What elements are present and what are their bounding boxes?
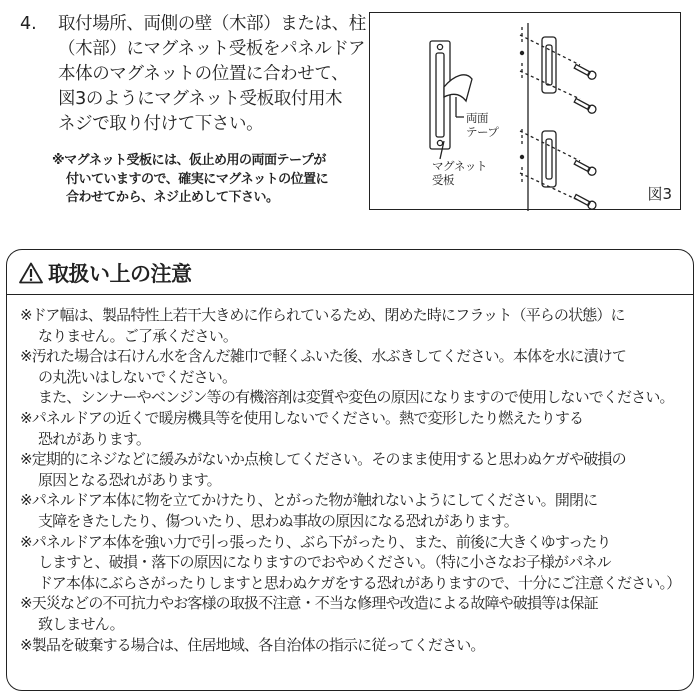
figure-3 bbox=[369, 12, 681, 210]
note-line: 支障をきたしたり、傷ついたり、思わぬ事故の原因になる恐れがあります。 bbox=[38, 511, 518, 530]
caution-note bbox=[20, 593, 690, 634]
step-number: 4. bbox=[20, 14, 37, 34]
step-text-line: ネジで取り付けて下さい。 bbox=[58, 114, 264, 134]
caution-note bbox=[20, 635, 690, 656]
figure-3-illustration bbox=[370, 13, 682, 211]
note-line: ※ドア幅は、製品特性上若干大きめに作られているため、閉めた時にフラット（平らの状態）に bbox=[20, 306, 625, 324]
step-text-line: 図3のようにマグネット受板取付用木 bbox=[58, 89, 343, 109]
caution-header bbox=[19, 258, 192, 288]
caution-box bbox=[6, 249, 694, 691]
note-line: 原因となる恐れがあります。 bbox=[38, 470, 221, 489]
caution-divider bbox=[7, 294, 693, 295]
plate-label-line2: 受板 bbox=[432, 173, 454, 187]
step-text-line: （木部）にマグネット受板をパネルドア bbox=[58, 39, 366, 59]
tape-label-line1: 両面 bbox=[466, 111, 488, 125]
note-line: 恐れがあります。 bbox=[38, 429, 151, 448]
note-line: ※パネルドアの近くで暖房機具等を使用しないでください。熱で変形したり燃えたりする bbox=[20, 408, 584, 427]
note-line: ※パネルドア本体に物を立てかけたり、とがった物が触れないようにしてください。開閉に bbox=[20, 491, 598, 510]
note-line: 致しません。 bbox=[38, 614, 124, 633]
note-line: ドア本体にぶらさがったりしますと思わぬケガをする恐れがありますので、十分にご注意ください。） bbox=[38, 573, 681, 592]
caution-notes bbox=[20, 305, 690, 655]
caution-note bbox=[20, 408, 690, 449]
step-note-line: 付いていますので、確実にマグネットの位置に bbox=[66, 171, 329, 187]
note-line: なりません。ご了承ください。 bbox=[38, 326, 238, 345]
caution-note bbox=[20, 346, 690, 408]
note-line: ※定期的にネジなどに緩みがないか点検してください。そのまま使用すると思わぬケガや破損の bbox=[20, 450, 626, 469]
caution-title: 取扱い上の注意 bbox=[48, 262, 192, 286]
warning-triangle-icon bbox=[19, 262, 43, 284]
note-line: しますと、破損・落下の原因になりますのでおやめください。（特に小さなお子様がパネル bbox=[38, 553, 611, 572]
note-line: ※天災などの不可抗力やお客様の取扱不注意・不当な修理や改造による故障や破損等は保証 bbox=[20, 594, 598, 613]
step-note-line: 合わせてから、ネジ止めして下さい。 bbox=[66, 190, 279, 205]
note-line: ※パネルドア本体を強い力で引っ張ったり、ぶら下がったり、また、前後に大きくゆすったり bbox=[20, 532, 611, 551]
step-note-line: ※マグネット受板には、仮止め用の両面テープが bbox=[52, 153, 326, 168]
step-text-line: 本体のマグネットの位置に合わせて、 bbox=[58, 64, 349, 84]
caution-note bbox=[20, 490, 690, 531]
caution-note bbox=[20, 305, 690, 346]
plate-label-line1: マグネット bbox=[432, 159, 487, 173]
caution-note bbox=[20, 532, 690, 594]
note-line: また、シンナーやベンジン等の有機溶剤は変質や変色の原因になりますので使用しないでください。 bbox=[38, 388, 674, 407]
caution-note bbox=[20, 449, 690, 490]
step-text-line: 取付場所、両側の壁（木部）または、柱 bbox=[58, 14, 366, 34]
step-text bbox=[58, 12, 365, 137]
note-line: ※汚れた場合は石けん水を含んだ雑巾で軽くふいた後、水ぶきしてください。本体を水に漬けて bbox=[20, 347, 627, 366]
note-line: ※製品を破棄する場合は、住居地域、各自治体の指示に従ってください。 bbox=[20, 635, 485, 654]
tape-label-line2: テープ bbox=[466, 125, 499, 139]
note-line: の丸洗いはしないでください。 bbox=[38, 367, 237, 386]
figure-number: 図3 bbox=[647, 185, 672, 203]
step-4 bbox=[20, 12, 365, 137]
step-note bbox=[52, 152, 328, 208]
